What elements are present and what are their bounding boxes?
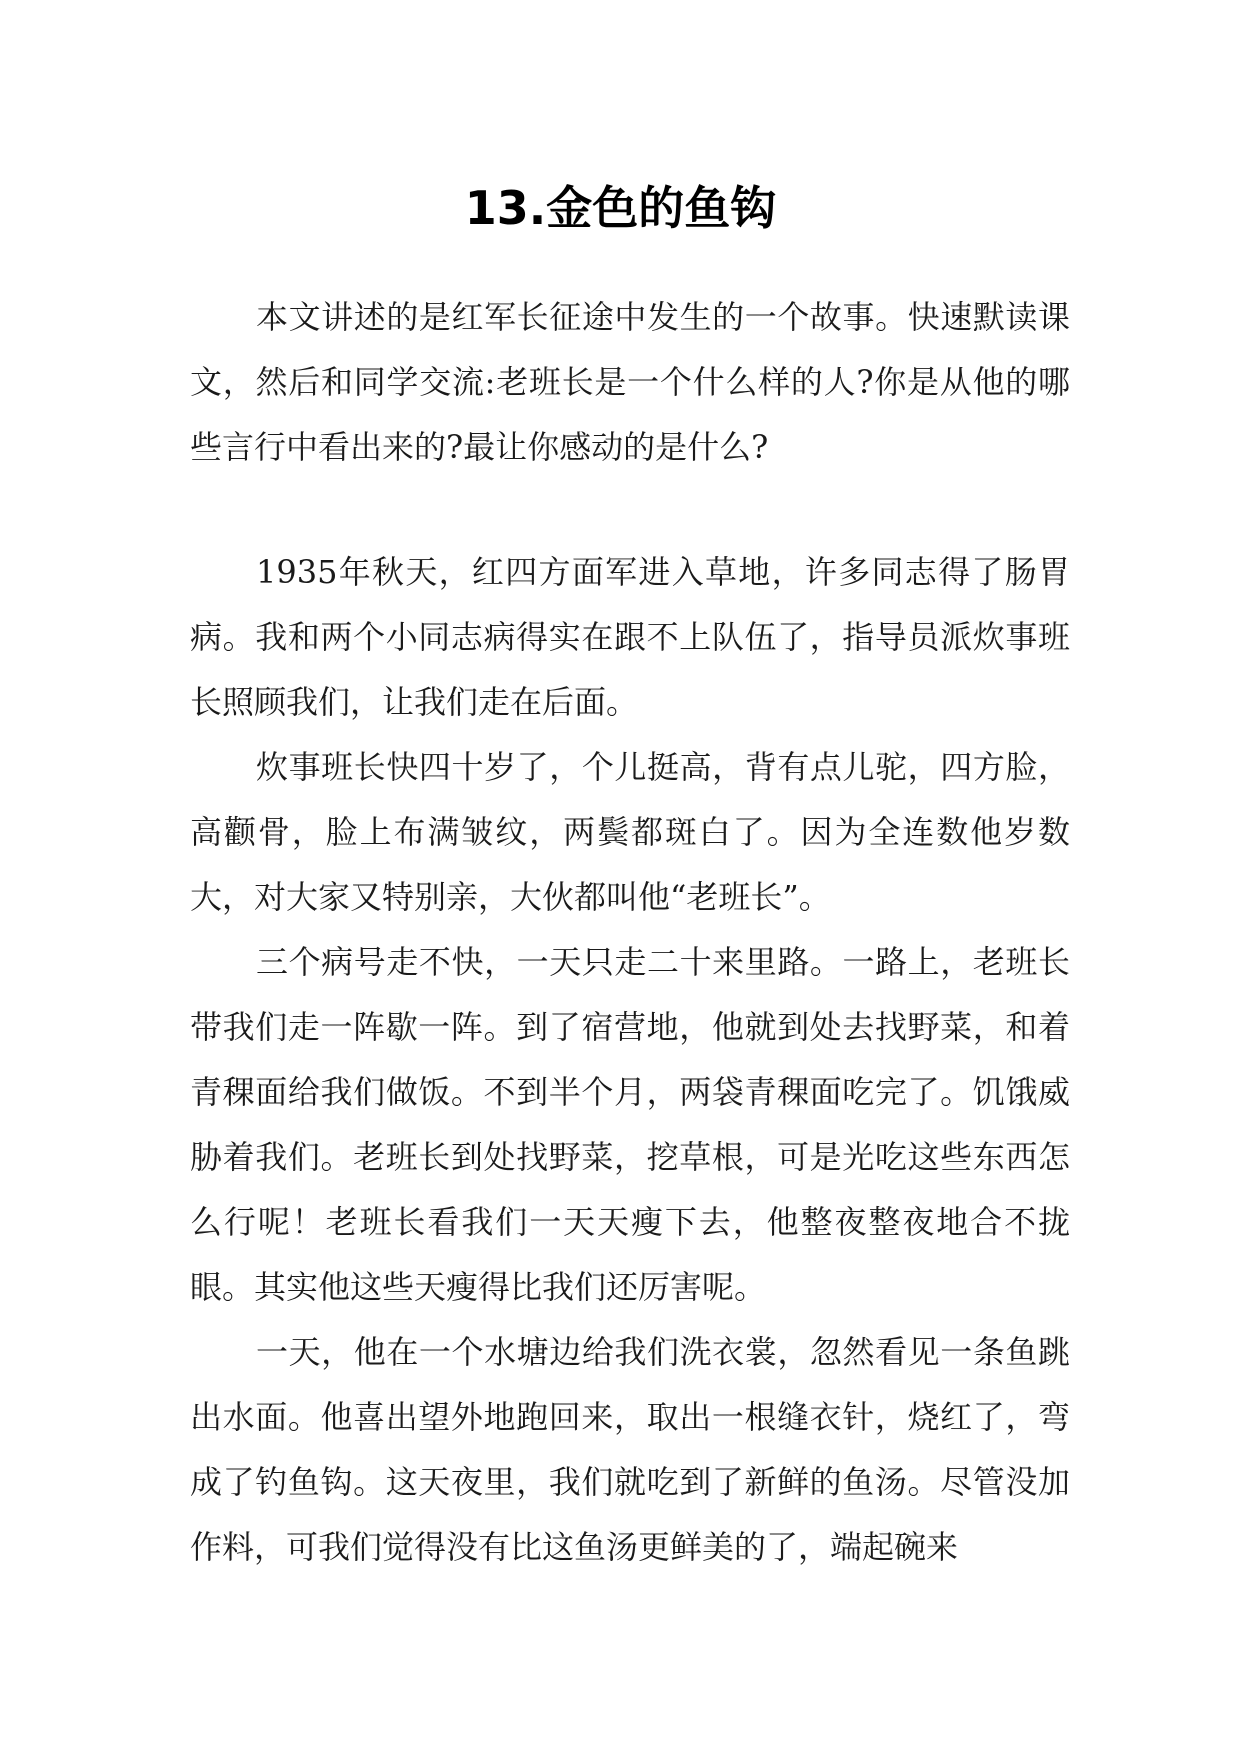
story-paragraph: 一天，他在一个水塘边给我们洗衣裳，忽然看见一条鱼跳出水面。他喜出望外地跑回来，取出一根缝衣针，烧红了，弯成了钓鱼钩。这天夜里，我们就吃到了新鲜的鱼汤。尽管没加作料，可我们觉得没有比这鱼汤更鲜美的了，端起碗来	[190, 1333, 1070, 1566]
story-paragraph: 三个病号走不快，一天只走二十来里路。一路上，老班长带我们走一阵歇一阵。到了宿营地，他就到处去找野菜，和着青稞面给我们做饭。不到半个月，两袋青稞面吃完了。饥饿威胁着我们。老班长到处找野菜，挖草根，可是光吃这些东西怎么行呢！老班长看我们一天天瘦下去，他整夜整夜地合不拢眼。其实他这些天瘦得比我们还厉害呢。	[190, 943, 1070, 1306]
story-body	[190, 540, 1070, 1580]
intro-paragraph: 本文讲述的是红军长征途中发生的一个故事。快速默读课文，然后和同学交流:老班长是一个什么样的人?你是从他的哪些言行中看出来的?最让你感动的是什么?	[190, 298, 1070, 466]
story-paragraph: 1935年秋天，红四方面军进入草地，许多同志得了肠胃病。我和两个小同志病得实在跟不上队伍了，指导员派炊事班长照顾我们，让我们走在后面。	[190, 553, 1070, 721]
document-title: 13.金色的鱼钩	[464, 181, 777, 235]
story-paragraph: 炊事班长快四十岁了，个儿挺高，背有点儿驼，四方脸，高颧骨，脸上布满皱纹，两鬓都斑白了。因为全连数他岁数大，对大家又特别亲，大伙都叫他“老班长”。	[190, 748, 1070, 916]
